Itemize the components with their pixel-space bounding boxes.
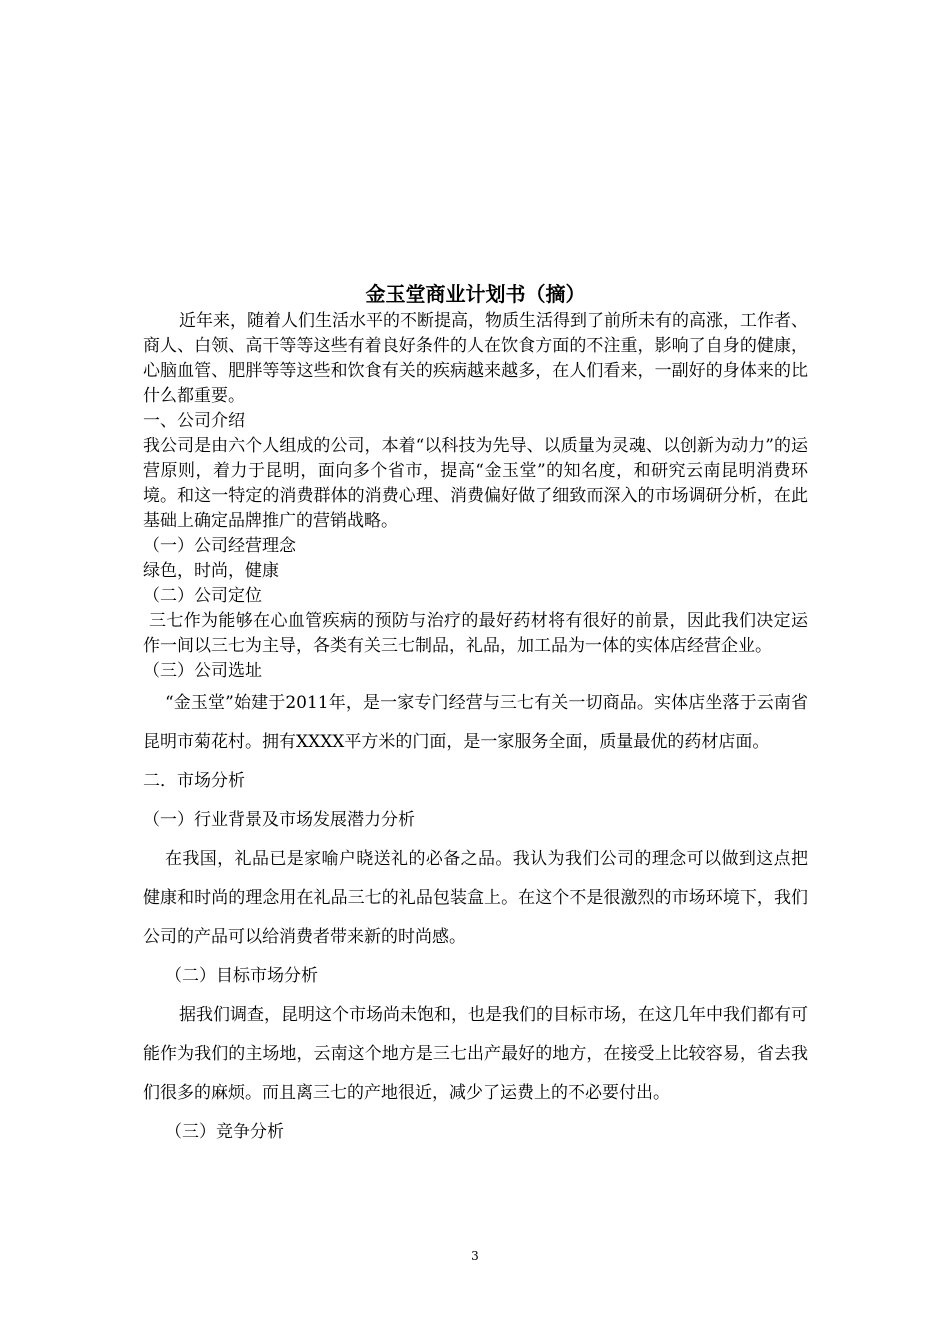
section-heading-company: 一、公司介绍 (143, 411, 245, 431)
subheading-philosophy: （一）公司经营理念 (143, 536, 296, 556)
philosophy-text: 绿色，时尚，健康 (143, 561, 279, 581)
section-heading-market: 二．市场分析 (143, 771, 245, 791)
positioning-paragraph: 三七作为能够在心血管疾病的预防与治疗的最好药材将有很好的前景，因此我们决定运作一间以三七为主导，各类有关三七制品，礼品，加工品为一体的实体店经营企业。 (143, 611, 808, 656)
subheading-positioning: （二）公司定位 (143, 586, 262, 606)
location-paragraph: “金玉堂”始建于2011年，是一家专门经营与三七有关一切商品。实体店坐落于云南省昆明市菊花村。拥有XXXX平方米的门面，是一家服务全面，质量最优的药材店面。 (143, 693, 808, 752)
intro-paragraph: 近年来，随着人们生活水平的不断提高，物质生活得到了前所未有的高涨，工作者、商人、白领、高干等等这些有着良好条件的人在饮食方面的不注重，影响了自身的健康，心脑血管、肥胖等等这些和饮食有关的疾病越来越多，在人们看来，一副好的身体来的比什么都重要。 (143, 311, 808, 406)
company-intro-paragraph: 我公司是由六个人组成的公司，本着“以科技为先导、以质量为灵魂、以创新为动力”的运营原则，着力于昆明，面向多个省市，提高“金玉堂”的知名度，和研究云南昆明消费环境。和这一特定的消费群体的消费心理、消费偏好做了细致而深入的市场调研分析，在此基础上确定品牌推广的营销战略。 (143, 436, 808, 531)
subheading-target-market: （二）目标市场分析 (165, 966, 318, 986)
document-page (143, 279, 808, 1152)
subheading-industry: （一）行业背景及市场发展潜力分析 (143, 810, 415, 830)
target-market-paragraph: 据我们调查，昆明这个市场尚未饱和，也是我们的目标市场，在这几年中我们都有可能作为我们的主场地，云南这个地方是三七出产最好的地方，在接受上比较容易，省去我们很多的麻烦。而且离三七的产地很近，减少了运费上的不必要付出。 (143, 1005, 808, 1103)
document-title: 金玉堂商业计划书（摘） (365, 282, 586, 306)
subheading-competition: （三）竞争分析 (165, 1122, 284, 1142)
page-number: 3 (471, 1249, 479, 1263)
subheading-location: （三）公司选址 (143, 661, 262, 681)
industry-paragraph: 在我国，礼品已是家喻户晓送礼的必备之品。我认为我们公司的理念可以做到这点把健康和时尚的理念用在礼品三七的礼品包装盒上。在这个不是很激烈的市场环境下，我们公司的产品可以给消费者带来新的时尚感。 (143, 849, 808, 947)
